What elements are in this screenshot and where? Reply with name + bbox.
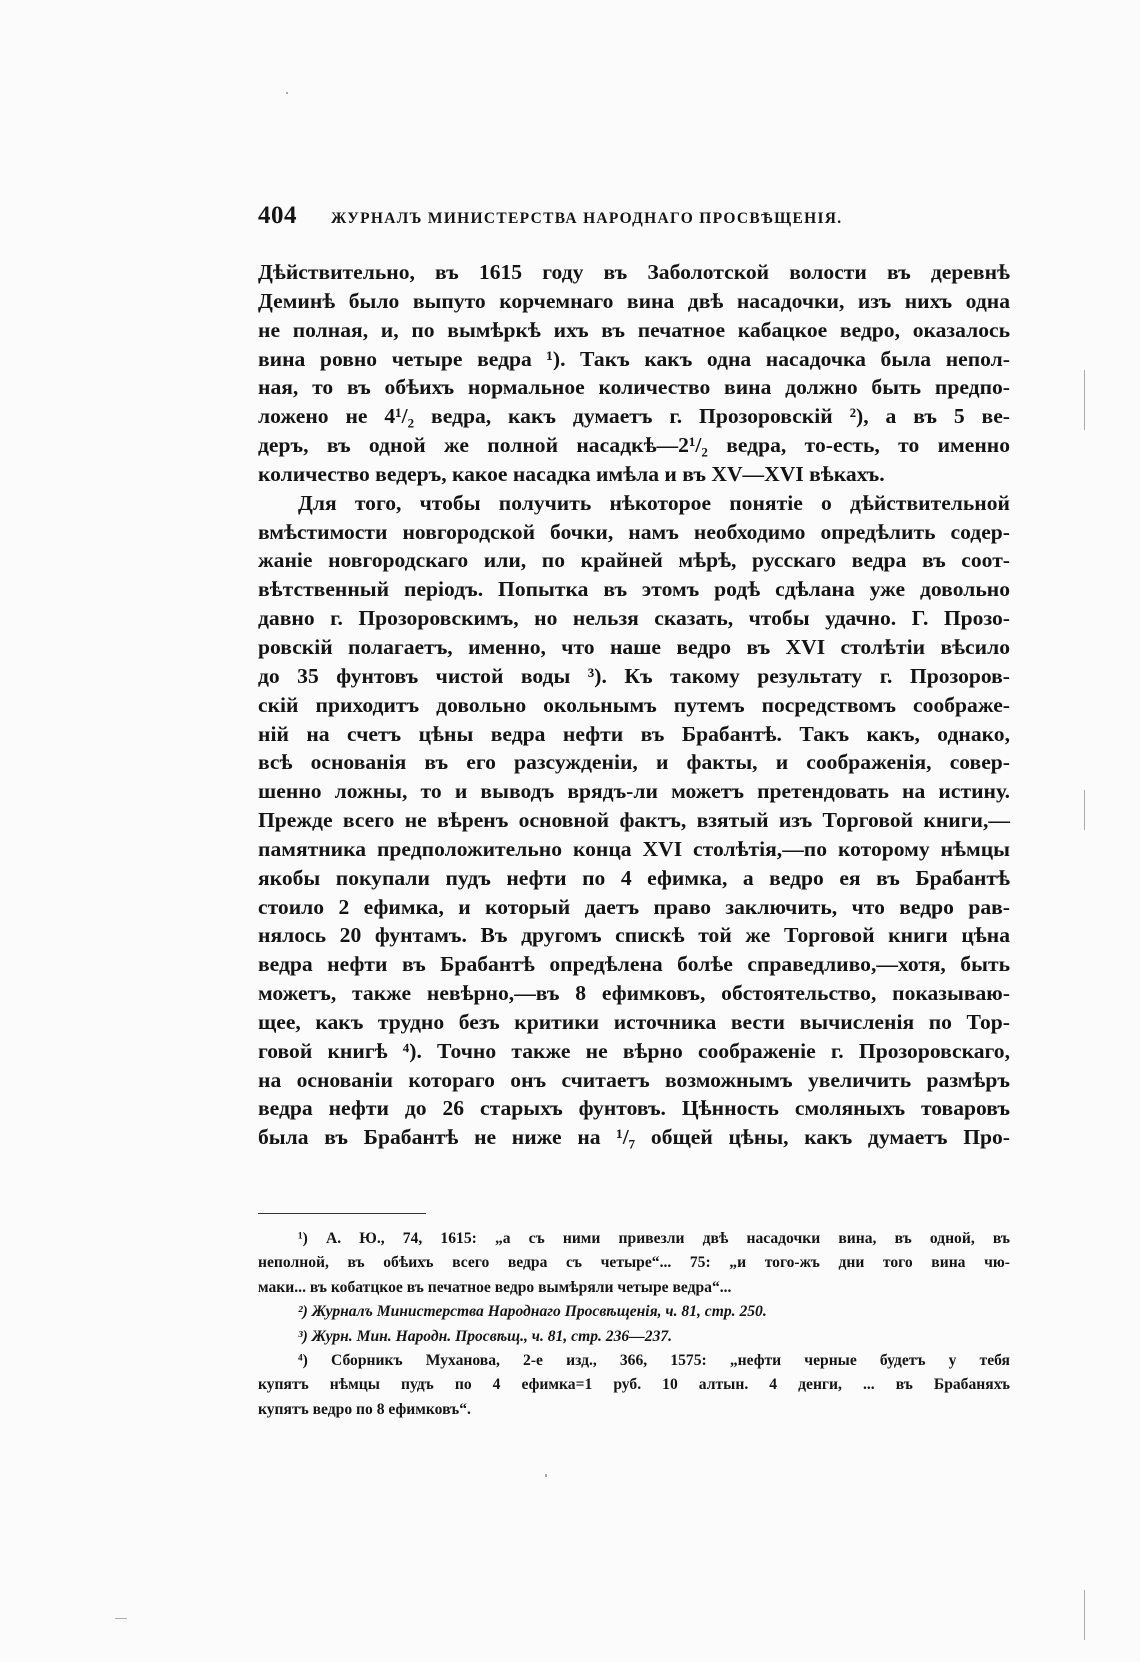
text-line: ній на счетъ цѣны ведра нефти въ Брабантѣ. Такъ какъ, однако, (258, 721, 1010, 746)
footnote-line: ⁴) Сборникъ Муханова, 2-е изд., 366, 1575: „нефти черные будетъ у тебя (298, 1351, 1010, 1369)
text-line: нялось 20 фунтамъ. Въ другомъ спискѣ той же Торговой книги цѣна (258, 923, 1010, 948)
footnote-line: ³) Журн. Мин. Народн. Просвѣщ., ч. 81, стр. 236—237. (298, 1327, 673, 1345)
text-line: якобы покупали пудъ нефти по 4 ефимка, а ведро ея въ Брабантѣ (258, 865, 1010, 890)
text-line: ведра нефти до 26 старыхъ фунтовъ. Цѣнность смоляныхъ товаровъ (258, 1096, 1010, 1121)
text-line: стоило 2 ефимка, и который даетъ право заключить, что ведро рав- (258, 894, 1010, 919)
scan-edge-mark (1084, 370, 1085, 430)
text-line: деръ, въ одной же полной насадкѣ—2¹/₂ ведра, то-есть, то именно (258, 433, 1010, 458)
footnotes (258, 1227, 1010, 1422)
text-line: количество ведеръ, какое насадка имѣла и въ XV—XVI вѣкахъ. (258, 461, 885, 486)
scan-speck (545, 1474, 547, 1477)
scan-speck (115, 1618, 127, 1619)
text-line: можетъ, также невѣрно,—въ 8 ефимковъ, обстоятельство, показываю- (258, 981, 1010, 1006)
text-line: жаніе новгородскаго или, по крайней мѣрѣ, русскаго ведра въ соот- (258, 548, 1010, 573)
text-line: ведра нефти въ Брабантѣ опредѣлена болѣе справедливо,—хотя, быть (258, 952, 1010, 977)
footnote-line: неполной, въ обѣихъ всего ведра съ четыре“... 75: „и того-жъ дни того вина чю- (258, 1254, 1010, 1272)
text-line: Прежде всего не вѣренъ основной фактъ, взятый изъ Торговой книги,— (258, 808, 1010, 833)
text-line: ложено не 4¹/₂ ведра, какъ думаетъ г. Прозоровскій ²), а въ 5 ве- (258, 404, 1010, 429)
footnote-line: маки... въ кобатцкое въ печатное ведро вымѣряли четыре ведра“... (258, 1278, 732, 1296)
text-line: ровскій полагаетъ, именно, что наше ведро въ XVI столѣтіи вѣсило (258, 634, 1010, 659)
text-line: памятника предположительно конца XVI столѣтія,—по которому нѣмцы (258, 836, 1010, 861)
running-title: ЖУРНАЛЪ МИНИСТЕРСТВА НАРОДНАГО ПРОСВѢЩЕНІЯ. (331, 210, 843, 227)
text-line: Дѣйствительно, въ 1615 году въ Заболотской волости въ деревнѣ (258, 260, 1010, 284)
footnote-line: купятъ ведро по 8 ефимковъ“. (258, 1400, 471, 1418)
text-line: на основаніи котораго онъ считаетъ возможнымъ увеличить размѣръ (258, 1067, 1010, 1092)
text-line: всѣ основанія въ его разсужденіи, и факты, и соображенія, совер- (258, 750, 1010, 775)
text-line: вѣтственный періодъ. Попытка въ этомъ родѣ сдѣлана уже довольно (258, 577, 1010, 602)
text-line: Для того, чтобы получить нѣкоторое понятіе о дѣйствительной (298, 490, 1010, 515)
text-line: была въ Брабантѣ не ниже на ¹/₇ общей цѣны, какъ думаетъ Про- (258, 1125, 1010, 1150)
text-line: щее, какъ трудно безъ критики источника вести вычисленія по Тор- (258, 1009, 1010, 1034)
footnote-line: ¹) А. Ю., 74, 1615: „а съ ними привезли двѣ насадочки вина, въ одной, въ (298, 1230, 1010, 1247)
text-line: давно г. Прозоровскимъ, но нельзя сказать, чтобы удачно. Г. Прозо- (258, 606, 1010, 631)
footnote-line: ²) Журналъ Министерства Народнаго Просвѣщенія, ч. 81, стр. 250. (298, 1303, 767, 1321)
footnote-line: купятъ нѣмцы пудъ по 4 ефимка=1 руб. 10 алтын. 4 денги, ... въ Брабаняхъ (258, 1376, 1010, 1394)
text-line: вина ровно четыре ведра ¹). Такъ какъ одна насадочка была непол- (258, 346, 1010, 371)
scan-edge-mark (1084, 1590, 1085, 1640)
main-text (258, 258, 1010, 1152)
page-number: 404 (258, 202, 297, 229)
text-line: скій приходитъ довольно окольнымъ путемъ посредствомъ соображе- (258, 692, 1010, 717)
scan-edge-mark (1084, 790, 1085, 830)
page-header (258, 202, 1010, 242)
footnote-rule (258, 1213, 426, 1214)
scan-speck (286, 92, 288, 94)
text-line: не полная, и, по вымѣркѣ ихъ въ печатное кабацкое ведро, оказалось (258, 317, 1010, 342)
text-line: шенно ложны, то и выводъ врядъ-ли можетъ претендовать на истину. (258, 779, 1010, 804)
text-line: ная, то въ обѣихъ нормальное количество вина должно быть предпо- (258, 375, 1010, 400)
text-line: говой книгѣ ⁴). Точно также не вѣрно соображеніе г. Прозоровскаго, (258, 1038, 1010, 1063)
text-line: Деминѣ было выпуто корчемнаго вина двѣ насадочки, изъ нихъ одна (258, 288, 1010, 313)
text-line: вмѣстимости новгородской бочки, намъ необходимо опредѣлить содер- (258, 519, 1010, 544)
text-line: до 35 фунтовъ чистой воды ³). Къ такому результату г. Прозоров- (258, 663, 1010, 688)
